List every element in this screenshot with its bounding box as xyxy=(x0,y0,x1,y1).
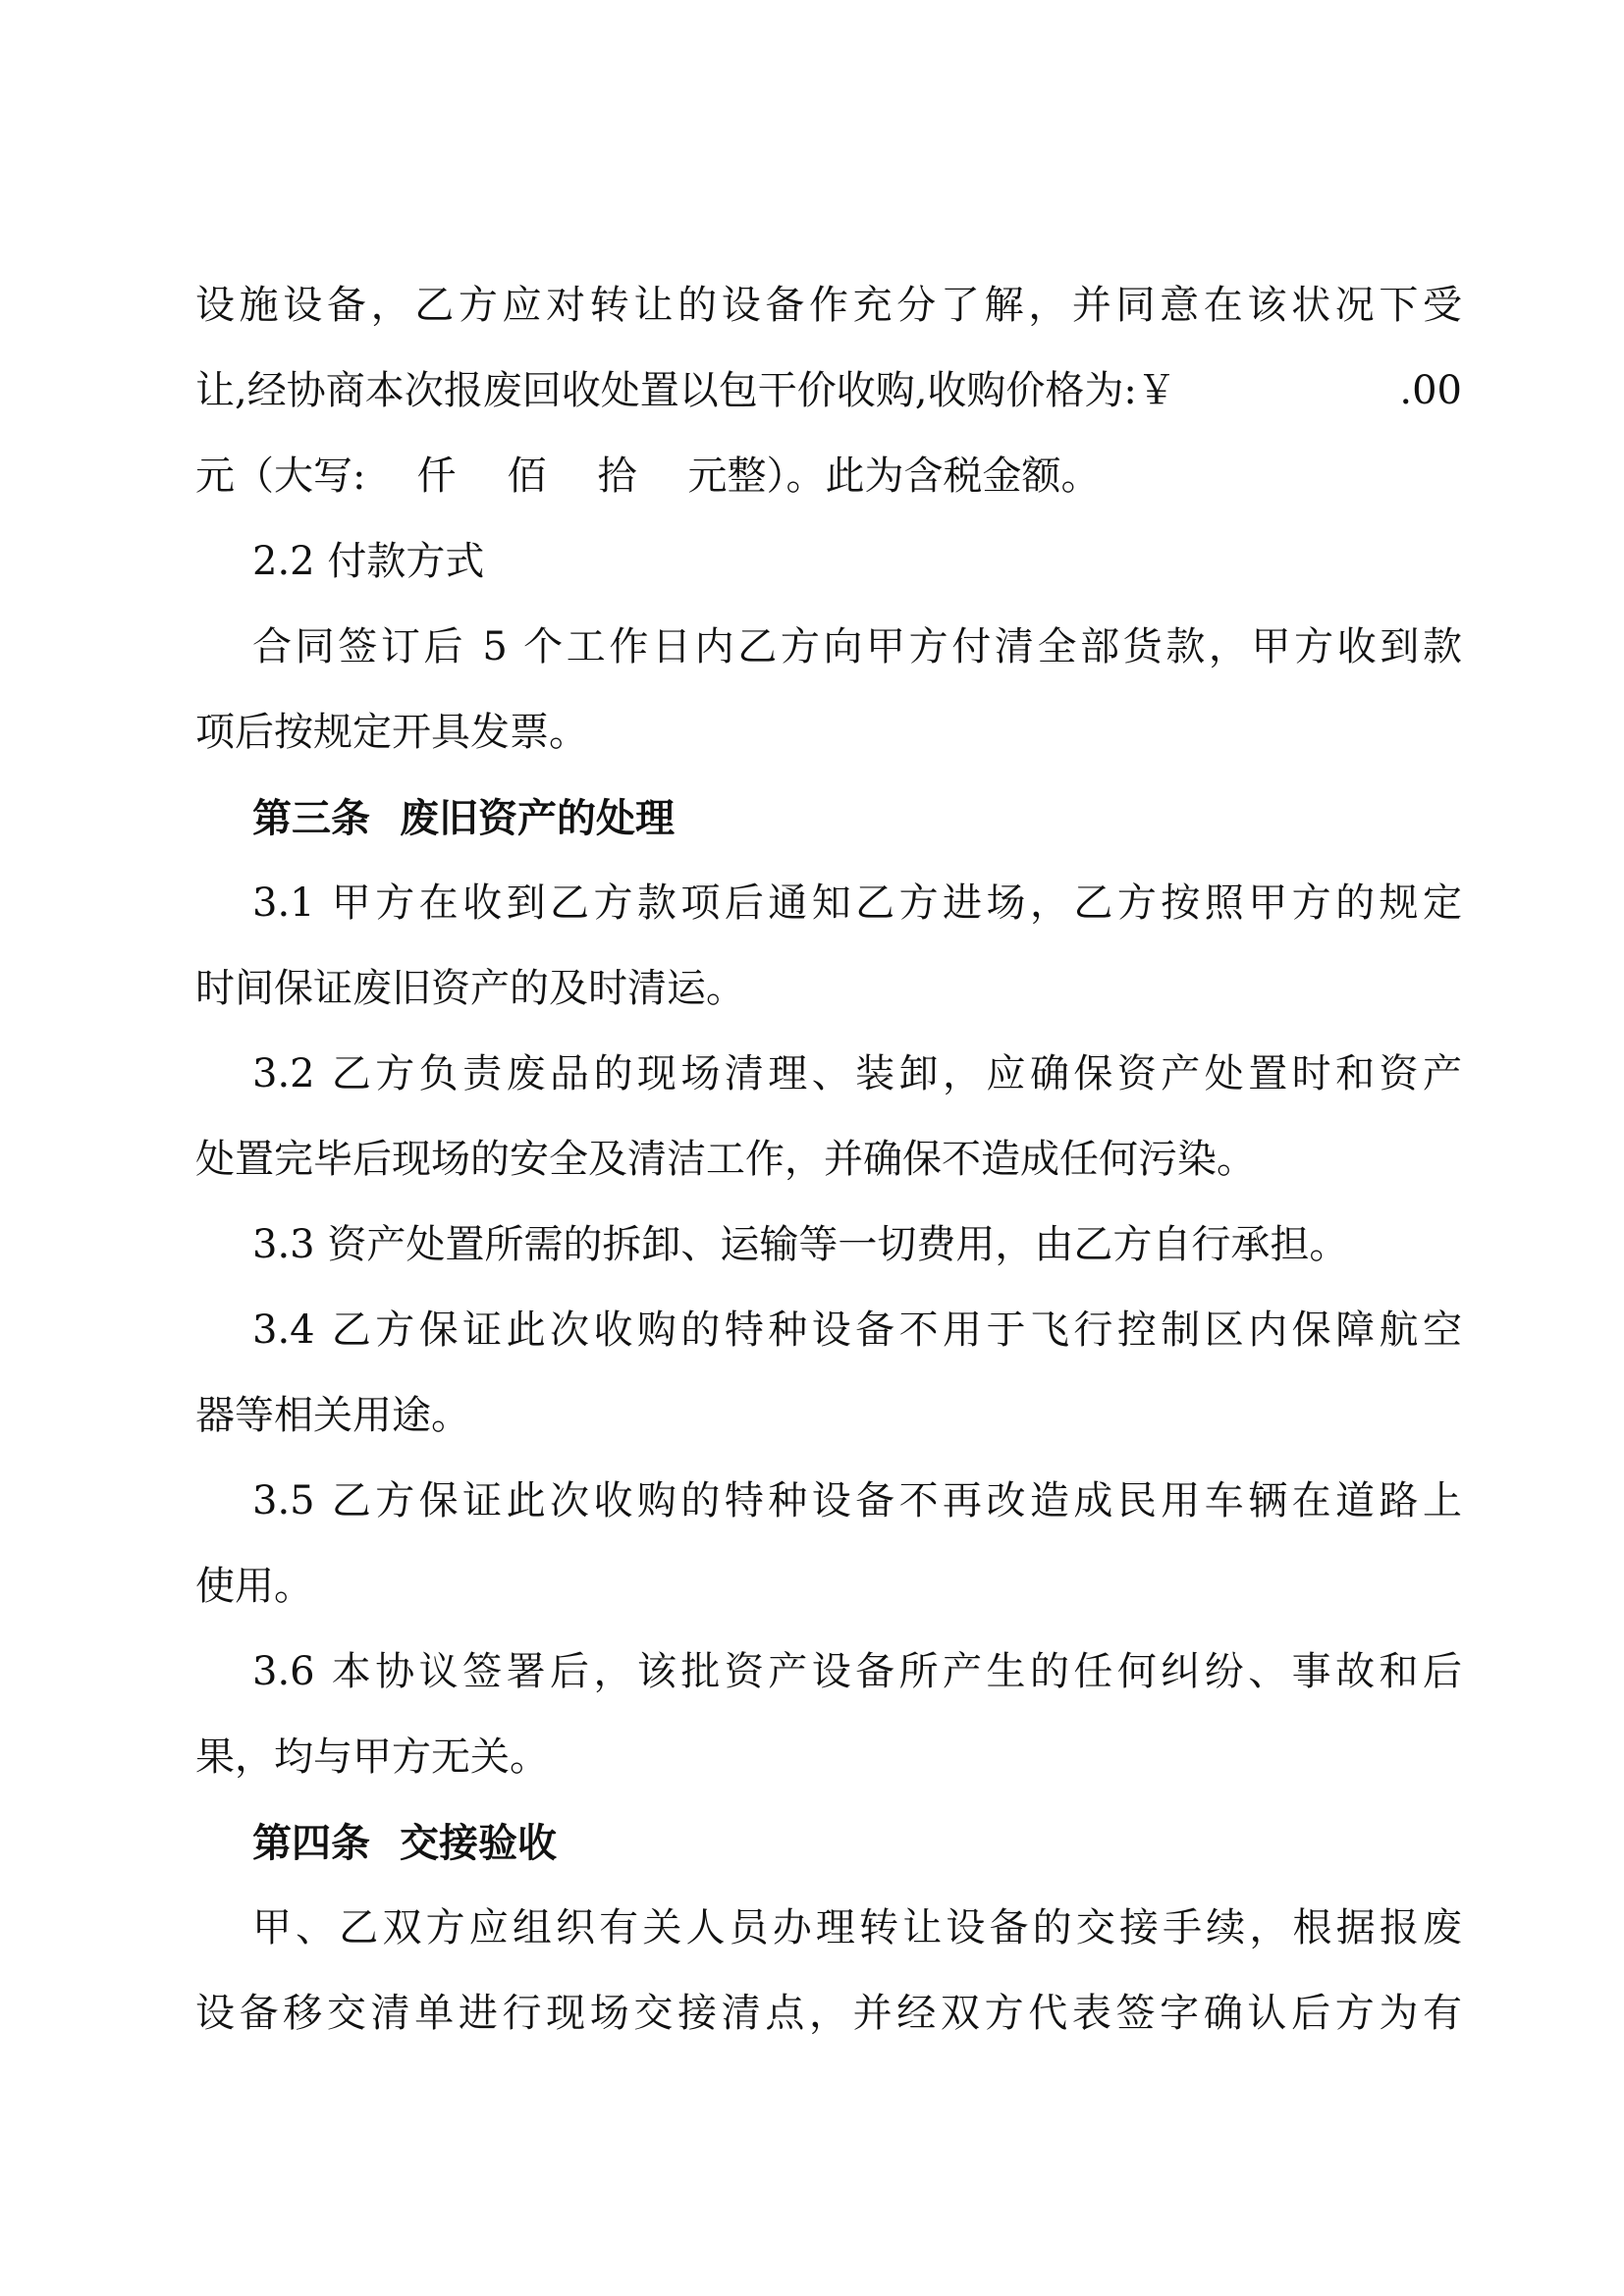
paragraph-line: 使用。 xyxy=(195,1564,313,1609)
paragraph-line: 处置完毕后现场的安全及清洁工作，并确保不造成任何污染。 xyxy=(195,1137,1256,1182)
paragraph-line: 甲、乙双方应组织有关人员办理转让设备的交接手续，根据报废 xyxy=(252,1905,1462,1950)
unit-bai: 佰 xyxy=(507,454,547,499)
price-amount: .00 xyxy=(1399,368,1462,413)
price-text: 让,经协商本次报废回收处置以包干价收购,收购价格为:￥ xyxy=(195,368,1176,413)
paragraph-line: 时间保证废旧资产的及时清运。 xyxy=(195,966,745,1011)
article-3-number: 第三条 xyxy=(252,795,370,841)
unit-qian: 仟 xyxy=(416,454,457,499)
paragraph-line: 设施设备，乙方应对转让的设备作充分了解，并同意在该状况下受 xyxy=(195,283,1462,328)
price-line xyxy=(195,348,1462,434)
paragraph-line: 合同签订后 5 个工作日内乙方向甲方付清全部货款，甲方收到款 xyxy=(252,624,1462,669)
amount-in-words-line xyxy=(195,434,1462,519)
clause-3-6: 3.6 本协议签署后，该批资产设备所产生的任何纠纷、事故和后 xyxy=(252,1649,1462,1694)
amount-words-suffix: 元整）。此为含税金额。 xyxy=(687,454,1101,499)
unit-shi: 拾 xyxy=(597,454,637,499)
clause-3-4: 3.4 乙方保证此次收购的特种设备不用于飞行控制区内保障航空 xyxy=(252,1308,1462,1353)
amount-words-prefix: 元（大写: xyxy=(195,454,366,499)
document-page xyxy=(195,263,1462,2056)
clause-3-5: 3.5 乙方保证此次收购的特种设备不再改造成民用车辆在道路上 xyxy=(252,1478,1462,1523)
article-4-heading xyxy=(195,1800,1462,1886)
paragraph-line: 器等相关用途。 xyxy=(195,1393,470,1438)
clause-3-1: 3.1 甲方在收到乙方款项后通知乙方进场，乙方按照甲方的规定 xyxy=(252,881,1462,926)
article-3-heading xyxy=(195,775,1462,861)
article-4-title: 交接验收 xyxy=(400,1820,557,1866)
paragraph-line: 项后按规定开具发票。 xyxy=(195,710,588,755)
clause-heading-2-2: 2.2 付款方式 xyxy=(252,539,485,584)
article-4-number: 第四条 xyxy=(252,1820,370,1866)
clause-3-2: 3.2 乙方负责废品的现场清理、装卸，应确保资产处置时和资产 xyxy=(252,1051,1462,1096)
article-3-title: 废旧资产的处理 xyxy=(400,795,675,841)
paragraph-line: 设备移交清单进行现场交接清点，并经双方代表签字确认后方为有 xyxy=(195,1991,1462,2036)
paragraph-line: 果，均与甲方无关。 xyxy=(195,1735,549,1780)
clause-3-3: 3.3 资产处置所需的拆卸、运输等一切费用，由乙方自行承担。 xyxy=(252,1222,1349,1267)
